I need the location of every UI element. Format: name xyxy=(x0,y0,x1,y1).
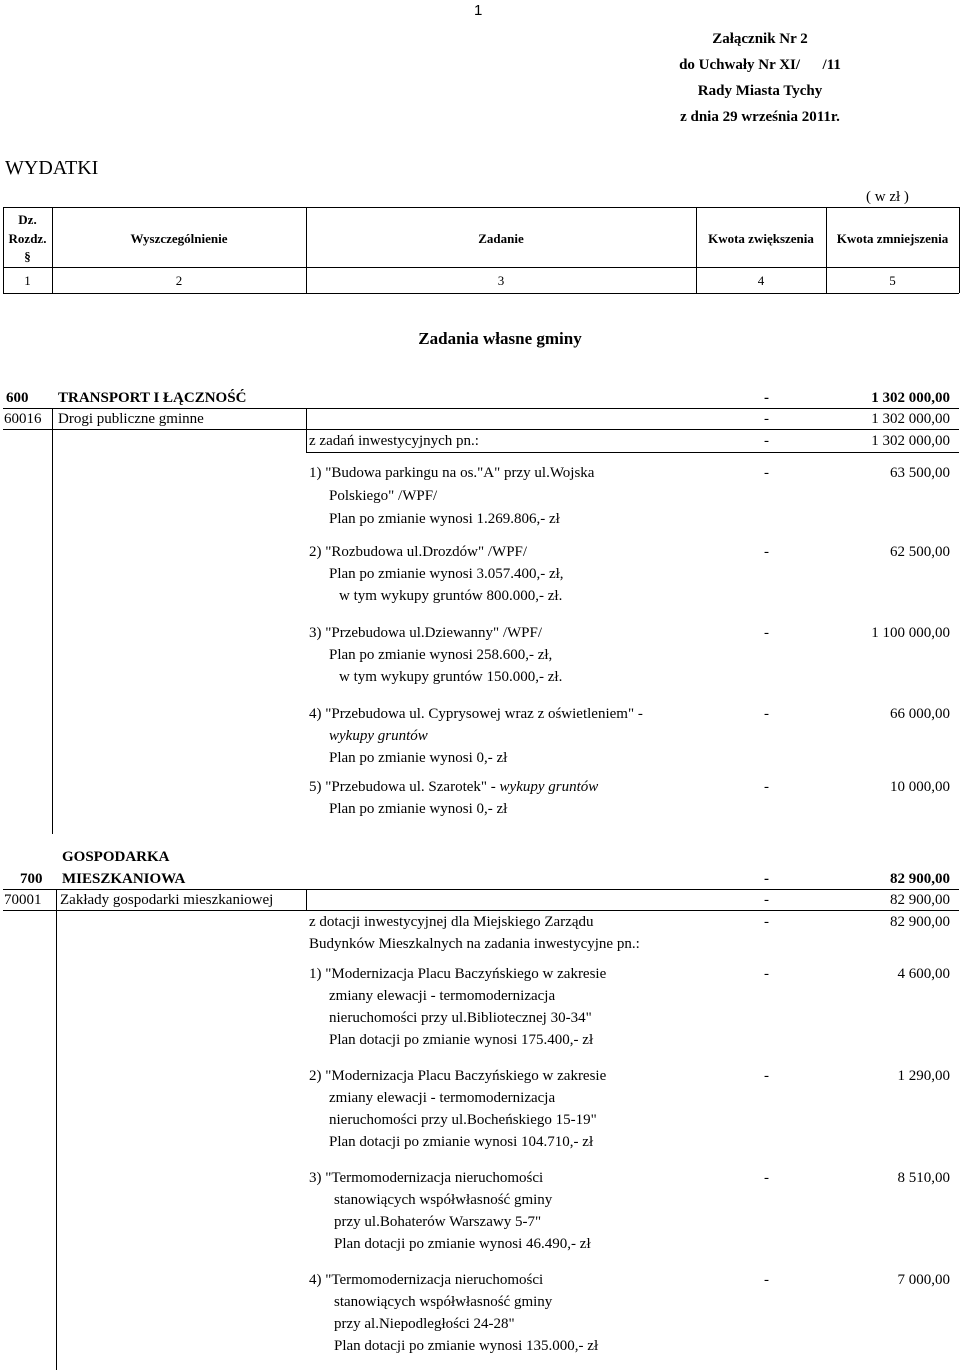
s700-item4-line1: 4) "Termomodernizacja nieruchomości xyxy=(309,1272,544,1288)
col-kwota-zmniejszenia: Kwota zmniejszenia xyxy=(836,231,949,246)
s600-item5-line2: Plan po zmianie wynosi 0,- zł xyxy=(329,801,508,817)
s700-item2-amount: 1 290,00 xyxy=(897,1068,950,1084)
col-num-5: 5 xyxy=(889,273,896,288)
s700-item1-amount: 4 600,00 xyxy=(897,966,950,982)
resolution-date: z dnia 29 września 2011r. xyxy=(680,109,840,125)
s700-item3-amount: 8 510,00 xyxy=(897,1170,950,1186)
s700-dotation-line2: Budynków Mieszkalnych na zadania inwestycyjne pn.: xyxy=(309,936,640,952)
s700-item1-line4: Plan dotacji po zmianie wynosi 175.400,- zł xyxy=(329,1032,594,1048)
attachment-title: Załącznik Nr 2 xyxy=(712,31,808,47)
s700-dotation-dash: - xyxy=(764,914,769,930)
s600-dash: - xyxy=(764,390,769,406)
s700-item2-dash: - xyxy=(764,1068,769,1084)
s700-item1-line2: zmiany elewacji - termomodernizacja xyxy=(329,988,556,1004)
s700-item3-line2: stanowiących współwłasność gminy xyxy=(334,1192,553,1208)
s600-item5-line1 xyxy=(309,778,598,797)
s700-item3-line4: Plan dotacji po zmianie wynosi 46.490,- zł xyxy=(334,1236,591,1252)
s700-item4-line2: stanowiących współwłasność gminy xyxy=(334,1294,553,1310)
s600-item3-dash: - xyxy=(764,625,769,641)
s600-item4-line3: Plan po zmianie wynosi 0,- zł xyxy=(329,750,508,766)
s600-item1-line3: Plan po zmianie wynosi 1.269.806,- zł xyxy=(329,511,560,527)
s700-item3-dash: - xyxy=(764,1170,769,1186)
s600-item3-line1: 3) "Przebudowa ul.Dziewanny" /WPF/ xyxy=(309,625,543,641)
s600-item2-line1: 2) "Rozbudowa ul.Drozdów" /WPF/ xyxy=(309,544,528,560)
s600-item2-dash: - xyxy=(764,544,769,560)
col-paragraph: § xyxy=(24,249,31,264)
s700-item2-line1: 2) "Modernizacja Placu Baczyńskiego w zakresie xyxy=(309,1068,607,1084)
s600-sub-code: 60016 xyxy=(4,411,42,427)
s700-sub-amount: 82 900,00 xyxy=(890,892,950,908)
s600-item3-amount: 1 100 000,00 xyxy=(871,625,950,641)
s700-item2-line3: nieruchomości przy ul.Bocheńskiego 15-19" xyxy=(329,1112,597,1128)
s600-item4-dash: - xyxy=(764,706,769,722)
s600-inv-amount: 1 302 000,00 xyxy=(871,433,950,449)
col-wyszczegolnienie: Wyszczególnienie xyxy=(130,231,228,246)
s700-item1-line1: 1) "Modernizacja Placu Baczyńskiego w zakresie xyxy=(309,966,607,982)
s600-item1-amount: 63 500,00 xyxy=(890,465,950,481)
unit-label: ( w zł ) xyxy=(866,189,909,205)
s700-item4-amount: 7 000,00 xyxy=(897,1272,950,1288)
s700-item4-dash: - xyxy=(764,1272,769,1288)
s600-item2-amount: 62 500,00 xyxy=(890,544,950,560)
s700-item3-line3: przy ul.Bohaterów Warszawy 5-7" xyxy=(334,1214,542,1230)
s700-item2-line2: zmiany elewacji - termomodernizacja xyxy=(329,1090,556,1106)
s700-code: 700 xyxy=(20,871,43,887)
col-num-4: 4 xyxy=(757,273,765,288)
s600-item3-line3: w tym wykupy gruntów 150.000,- zł. xyxy=(339,669,563,685)
s600-item2-line2: Plan po zmianie wynosi 3.057.400,- zł, xyxy=(329,566,564,582)
s600-sub-amount: 1 302 000,00 xyxy=(871,411,950,427)
s600-item1-dash: - xyxy=(764,465,769,481)
s600-item5-line1-italic: wykupy gruntów xyxy=(499,779,599,795)
s600-name: TRANSPORT I ŁĄCZNOŚĆ xyxy=(58,390,247,406)
s600-item4-line2: wykupy gruntów xyxy=(329,728,428,744)
col-zadanie: Zadanie xyxy=(478,231,524,246)
s600-sub-dash: - xyxy=(764,411,769,427)
s600-item4-line1: 4) "Przebudowa ul. Cyprysowej wraz z oświetleniem" - xyxy=(309,706,643,722)
s700-item3-line1: 3) "Termomodernizacja nieruchomości xyxy=(309,1170,544,1186)
s700-dotation-line1: z dotacji inwestycyjnej dla Miejskiego Zarządu xyxy=(309,914,594,930)
s700-item1-line3: nieruchomości przy ul.Bibliotecznej 30-34" xyxy=(329,1010,592,1026)
s600-code: 600 xyxy=(6,390,29,406)
s700-item4-line3: przy al.Niepodległości 24-28" xyxy=(334,1316,515,1332)
resolution-number: do Uchwały Nr XI/ /11 xyxy=(679,57,841,73)
zadania-title: Zadania własne gminy xyxy=(418,329,582,348)
s700-item1-dash: - xyxy=(764,966,769,982)
council-name: Rady Miasta Tychy xyxy=(697,83,823,99)
s700-sub-dash: - xyxy=(764,892,769,908)
s600-item5-amount: 10 000,00 xyxy=(890,779,950,795)
s700-dash: - xyxy=(764,871,769,887)
s600-amount: 1 302 000,00 xyxy=(871,390,950,406)
col-rozdz: Rozdz. xyxy=(8,231,47,246)
s600-item4-amount: 66 000,00 xyxy=(890,706,950,722)
s600-item3-line2: Plan po zmianie wynosi 258.600,- zł, xyxy=(329,647,553,663)
col-dz: Dz. xyxy=(18,212,37,227)
s700-item2-line4: Plan dotacji po zmianie wynosi 104.710,- zł xyxy=(329,1134,594,1150)
col-kwota-zwiekszenia: Kwota zwiększenia xyxy=(708,231,814,246)
s600-item1-line2: Polskiego" /WPF/ xyxy=(329,488,438,504)
page-number: 1 xyxy=(474,2,483,19)
s600-inv-label: z zadań inwestycyjnych pn.: xyxy=(309,433,479,449)
section-title: WYDATKI xyxy=(5,157,99,179)
s700-sub-code: 70001 xyxy=(4,892,42,908)
s600-item5-dash: - xyxy=(764,779,769,795)
s600-sub-name: Drogi publiczne gminne xyxy=(58,411,204,427)
s700-item4-line4: Plan dotacji po zmianie wynosi 135.000,- zł xyxy=(334,1338,599,1354)
s600-item1-line1: 1) "Budowa parkingu na os."A" przy ul.Wojska xyxy=(309,465,595,481)
s700-sub-name: Zakłady gospodarki mieszkaniowej xyxy=(60,892,274,908)
col-num-2: 2 xyxy=(175,273,183,288)
col-num-1: 1 xyxy=(24,273,31,288)
s700-name-line2: MIESZKANIOWA xyxy=(62,871,186,887)
s700-amount: 82 900,00 xyxy=(890,871,950,887)
s600-item5-line1-text: 5) "Przebudowa ul. Szarotek" - xyxy=(309,779,500,795)
col-num-3: 3 xyxy=(497,273,505,288)
s700-dotation-amount: 82 900,00 xyxy=(890,914,950,930)
s600-item2-line3: w tym wykupy gruntów 800.000,- zł. xyxy=(339,588,563,604)
s600-inv-dash: - xyxy=(764,433,769,449)
s700-name-line1: GOSPODARKA xyxy=(62,849,170,865)
